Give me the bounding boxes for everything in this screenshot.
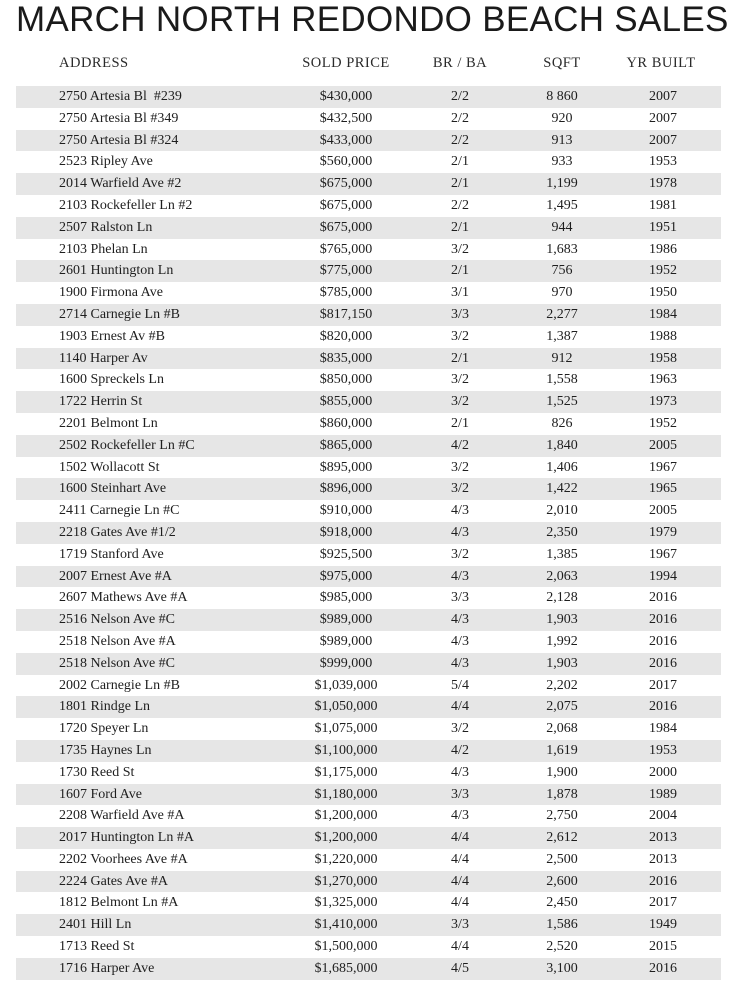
header-br-ba: BR / BA bbox=[432, 55, 488, 71]
address-cell: 2502 Rockefeller Ln #C bbox=[59, 437, 195, 453]
sqft-cell: 1,385 bbox=[546, 546, 578, 562]
table-row bbox=[16, 740, 721, 762]
sqft-cell: 2,520 bbox=[546, 939, 578, 955]
br-ba-cell: 4/5 bbox=[451, 960, 469, 976]
yr-built-cell: 1967 bbox=[649, 546, 677, 562]
sqft-cell: 2,500 bbox=[546, 851, 578, 867]
br-ba-cell: 4/3 bbox=[451, 503, 469, 519]
yr-built-cell: 1979 bbox=[649, 524, 677, 540]
address-cell: 2518 Nelson Ave #C bbox=[59, 655, 176, 671]
sold-price-cell: $999,000 bbox=[319, 655, 373, 671]
table-row bbox=[16, 435, 721, 457]
br-ba-cell: 4/2 bbox=[451, 742, 469, 758]
yr-built-cell: 2017 bbox=[649, 895, 677, 911]
br-ba-cell: 3/2 bbox=[451, 328, 469, 344]
table-row bbox=[16, 151, 721, 173]
address-cell: 2507 Ralston Ln bbox=[59, 219, 153, 235]
table-row bbox=[16, 805, 721, 827]
br-ba-cell: 2/1 bbox=[451, 350, 469, 366]
sold-price-cell: $1,175,000 bbox=[314, 764, 378, 780]
sqft-cell: 2,450 bbox=[546, 895, 578, 911]
table-row bbox=[16, 478, 721, 500]
br-ba-cell: 3/2 bbox=[451, 394, 469, 410]
sold-price-cell: $910,000 bbox=[319, 503, 373, 519]
sqft-cell: 2,202 bbox=[546, 677, 578, 693]
sqft-cell: 1,422 bbox=[546, 481, 578, 497]
sqft-cell: 1,840 bbox=[546, 437, 578, 453]
address-cell: 1801 Rindge Ln bbox=[59, 699, 150, 715]
sold-price-cell: $1,100,000 bbox=[314, 742, 378, 758]
sqft-cell: 1,903 bbox=[546, 655, 578, 671]
address-cell: 2516 Nelson Ave #C bbox=[59, 612, 176, 628]
table-row bbox=[16, 827, 721, 849]
br-ba-cell: 3/2 bbox=[451, 721, 469, 737]
sqft-cell: 913 bbox=[551, 132, 573, 148]
br-ba-cell: 4/4 bbox=[451, 830, 469, 846]
table-header bbox=[16, 52, 721, 76]
yr-built-cell: 1953 bbox=[649, 154, 677, 170]
br-ba-cell: 4/3 bbox=[451, 633, 469, 649]
address-cell: 2007 Ernest Ave #A bbox=[59, 568, 172, 584]
yr-built-cell: 1949 bbox=[649, 917, 677, 933]
yr-built-cell: 2016 bbox=[649, 612, 677, 628]
address-cell: 2401 Hill Ln bbox=[59, 917, 132, 933]
br-ba-cell: 4/4 bbox=[451, 699, 469, 715]
br-ba-cell: 4/4 bbox=[451, 873, 469, 889]
yr-built-cell: 2007 bbox=[649, 110, 677, 126]
address-cell: 2750 Artesia Bl #349 bbox=[59, 110, 179, 126]
yr-built-cell: 2013 bbox=[649, 830, 677, 846]
table-row bbox=[16, 457, 721, 479]
address-cell: 1502 Wollacott St bbox=[59, 459, 160, 475]
address-cell: 2202 Voorhees Ave #A bbox=[59, 851, 188, 867]
sold-price-cell: $865,000 bbox=[319, 437, 373, 453]
br-ba-cell: 5/4 bbox=[451, 677, 469, 693]
yr-built-cell: 2016 bbox=[649, 699, 677, 715]
address-cell: 1716 Harper Ave bbox=[59, 960, 155, 976]
yr-built-cell: 1984 bbox=[649, 721, 677, 737]
yr-built-cell: 1989 bbox=[649, 786, 677, 802]
sold-price-cell: $432,500 bbox=[319, 110, 373, 126]
table-row bbox=[16, 500, 721, 522]
sold-price-cell: $433,000 bbox=[319, 132, 373, 148]
sqft-cell: 2,750 bbox=[546, 808, 578, 824]
br-ba-cell: 2/2 bbox=[451, 197, 469, 213]
sold-price-cell: $896,000 bbox=[319, 481, 373, 497]
sqft-cell: 1,903 bbox=[546, 612, 578, 628]
yr-built-cell: 2016 bbox=[649, 655, 677, 671]
br-ba-cell: 2/1 bbox=[451, 219, 469, 235]
br-ba-cell: 2/2 bbox=[451, 110, 469, 126]
sold-price-cell: $1,039,000 bbox=[314, 677, 378, 693]
sqft-cell: 1,558 bbox=[546, 372, 578, 388]
br-ba-cell: 3/2 bbox=[451, 241, 469, 257]
address-cell: 2218 Gates Ave #1/2 bbox=[59, 524, 176, 540]
sold-price-cell: $985,000 bbox=[319, 590, 373, 606]
sold-price-cell: $1,410,000 bbox=[314, 917, 378, 933]
table-row bbox=[16, 718, 721, 740]
sqft-cell: 920 bbox=[551, 110, 573, 126]
sold-price-cell: $785,000 bbox=[319, 285, 373, 301]
sqft-cell: 2,600 bbox=[546, 873, 578, 889]
page-title: MARCH NORTH REDONDO BEACH SALES bbox=[16, 0, 729, 39]
br-ba-cell: 2/1 bbox=[451, 176, 469, 192]
br-ba-cell: 2/2 bbox=[451, 89, 469, 104]
yr-built-cell: 1965 bbox=[649, 481, 677, 497]
sold-price-cell: $675,000 bbox=[319, 197, 373, 213]
sqft-cell: 2,277 bbox=[546, 306, 578, 322]
br-ba-cell: 3/3 bbox=[451, 786, 469, 802]
sqft-cell: 1,619 bbox=[546, 742, 578, 758]
address-cell: 2014 Warfield Ave #2 bbox=[59, 176, 182, 192]
header-address: ADDRESS bbox=[59, 55, 129, 71]
br-ba-cell: 3/1 bbox=[451, 285, 469, 301]
yr-built-cell: 2016 bbox=[649, 873, 677, 889]
br-ba-cell: 2/1 bbox=[451, 154, 469, 170]
sold-price-cell: $765,000 bbox=[319, 241, 373, 257]
sqft-cell: 1,406 bbox=[546, 459, 578, 475]
table-row bbox=[16, 609, 721, 631]
yr-built-cell: 2007 bbox=[649, 132, 677, 148]
yr-built-cell: 2013 bbox=[649, 851, 677, 867]
br-ba-cell: 4/4 bbox=[451, 851, 469, 867]
address-cell: 1900 Firmona Ave bbox=[59, 285, 163, 301]
yr-built-cell: 2015 bbox=[649, 939, 677, 955]
sold-price-cell: $1,270,000 bbox=[314, 873, 378, 889]
table-row bbox=[16, 173, 721, 195]
address-cell: 2017 Huntington Ln #A bbox=[59, 830, 194, 846]
table-row bbox=[16, 696, 721, 718]
br-ba-cell: 2/1 bbox=[451, 415, 469, 431]
yr-built-cell: 2000 bbox=[649, 764, 677, 780]
address-cell: 1140 Harper Av bbox=[59, 350, 148, 366]
table-row bbox=[16, 304, 721, 326]
br-ba-cell: 4/3 bbox=[451, 764, 469, 780]
address-cell: 2103 Phelan Ln bbox=[59, 241, 148, 257]
address-cell: 2208 Warfield Ave #A bbox=[59, 808, 185, 824]
br-ba-cell: 4/3 bbox=[451, 612, 469, 628]
sold-price-cell: $989,000 bbox=[319, 633, 373, 649]
table-row bbox=[16, 108, 721, 130]
sqft-cell: 2,068 bbox=[546, 721, 578, 737]
address-cell: 2750 Artesia Bl #239 bbox=[59, 89, 182, 104]
sqft-cell: 8 860 bbox=[546, 89, 578, 104]
yr-built-cell: 1963 bbox=[649, 372, 677, 388]
table-row bbox=[16, 631, 721, 653]
sold-price-cell: $1,325,000 bbox=[314, 895, 378, 911]
yr-built-cell: 1967 bbox=[649, 459, 677, 475]
yr-built-cell: 1950 bbox=[649, 285, 677, 301]
sold-price-cell: $1,685,000 bbox=[314, 960, 378, 976]
table-row bbox=[16, 260, 721, 282]
sold-price-cell: $1,050,000 bbox=[314, 699, 378, 715]
br-ba-cell: 4/3 bbox=[451, 808, 469, 824]
yr-built-cell: 1953 bbox=[649, 742, 677, 758]
table-row bbox=[16, 522, 721, 544]
yr-built-cell: 2005 bbox=[649, 503, 677, 519]
sold-price-cell: $675,000 bbox=[319, 176, 373, 192]
yr-built-cell: 1951 bbox=[649, 219, 677, 235]
address-cell: 1812 Belmont Ln #A bbox=[59, 895, 179, 911]
address-cell: 2523 Ripley Ave bbox=[59, 154, 153, 170]
br-ba-cell: 2/2 bbox=[451, 132, 469, 148]
address-cell: 1719 Stanford Ave bbox=[59, 546, 164, 562]
yr-built-cell: 1958 bbox=[649, 350, 677, 366]
table-row bbox=[16, 892, 721, 914]
header-sold-price: SOLD PRICE bbox=[302, 55, 390, 71]
address-cell: 1607 Ford Ave bbox=[59, 786, 142, 802]
yr-built-cell: 2004 bbox=[649, 808, 677, 824]
sqft-cell: 1,495 bbox=[546, 197, 578, 213]
sqft-cell: 2,075 bbox=[546, 699, 578, 715]
sold-price-cell: $895,000 bbox=[319, 459, 373, 475]
br-ba-cell: 3/2 bbox=[451, 481, 469, 497]
br-ba-cell: 3/3 bbox=[451, 306, 469, 322]
table-row bbox=[16, 391, 721, 413]
sold-price-cell: $820,000 bbox=[319, 328, 373, 344]
table-row bbox=[16, 849, 721, 871]
table-row bbox=[16, 239, 721, 261]
sqft-cell: 933 bbox=[551, 154, 573, 170]
address-cell: 2518 Nelson Ave #A bbox=[59, 633, 176, 649]
table-row bbox=[16, 369, 721, 391]
sold-price-cell: $918,000 bbox=[319, 524, 373, 540]
yr-built-cell: 2016 bbox=[649, 590, 677, 606]
sqft-cell: 3,100 bbox=[546, 960, 578, 976]
br-ba-cell: 2/1 bbox=[451, 263, 469, 279]
sqft-cell: 2,350 bbox=[546, 524, 578, 540]
address-cell: 1730 Reed St bbox=[59, 764, 135, 780]
yr-built-cell: 2007 bbox=[649, 89, 677, 104]
sqft-cell: 912 bbox=[551, 350, 573, 366]
table-row bbox=[16, 566, 721, 588]
sqft-cell: 1,992 bbox=[546, 633, 578, 649]
table-row bbox=[16, 762, 721, 784]
yr-built-cell: 1978 bbox=[649, 176, 677, 192]
sold-price-cell: $1,200,000 bbox=[314, 808, 378, 824]
br-ba-cell: 4/4 bbox=[451, 939, 469, 955]
sold-price-cell: $1,075,000 bbox=[314, 721, 378, 737]
address-cell: 1600 Spreckels Ln bbox=[59, 372, 164, 388]
table-row bbox=[16, 871, 721, 893]
table-row bbox=[16, 348, 721, 370]
sqft-cell: 1,586 bbox=[546, 917, 578, 933]
sqft-cell: 970 bbox=[551, 285, 573, 301]
sqft-cell: 1,199 bbox=[546, 176, 578, 192]
sold-price-cell: $850,000 bbox=[319, 372, 373, 388]
yr-built-cell: 1988 bbox=[649, 328, 677, 344]
yr-built-cell: 1973 bbox=[649, 394, 677, 410]
address-cell: 1903 Ernest Av #B bbox=[59, 328, 165, 344]
sqft-cell: 1,878 bbox=[546, 786, 578, 802]
address-cell: 2750 Artesia Bl #324 bbox=[59, 132, 179, 148]
br-ba-cell: 4/4 bbox=[451, 895, 469, 911]
sqft-cell: 944 bbox=[551, 219, 573, 235]
sold-price-cell: $1,180,000 bbox=[314, 786, 378, 802]
yr-built-cell: 1984 bbox=[649, 306, 677, 322]
sold-price-cell: $989,000 bbox=[319, 612, 373, 628]
sqft-cell: 2,128 bbox=[546, 590, 578, 606]
yr-built-cell: 2016 bbox=[649, 960, 677, 976]
address-cell: 1720 Speyer Ln bbox=[59, 721, 149, 737]
table-row bbox=[16, 326, 721, 348]
br-ba-cell: 4/3 bbox=[451, 655, 469, 671]
header-yr-built: YR BUILT bbox=[626, 55, 696, 71]
sold-price-cell: $675,000 bbox=[319, 219, 373, 235]
sqft-cell: 1,900 bbox=[546, 764, 578, 780]
address-cell: 2607 Mathews Ave #A bbox=[59, 590, 188, 606]
address-cell: 1735 Haynes Ln bbox=[59, 742, 152, 758]
yr-built-cell: 1986 bbox=[649, 241, 677, 257]
address-cell: 2714 Carnegie Ln #B bbox=[59, 306, 180, 322]
table-row bbox=[16, 282, 721, 304]
yr-built-cell: 1952 bbox=[649, 263, 677, 279]
address-cell: 1722 Herrin St bbox=[59, 394, 143, 410]
sales-table bbox=[16, 86, 721, 980]
table-row bbox=[16, 544, 721, 566]
table-row bbox=[16, 217, 721, 239]
br-ba-cell: 4/3 bbox=[451, 524, 469, 540]
table-row bbox=[16, 653, 721, 675]
table-row bbox=[16, 936, 721, 958]
yr-built-cell: 2005 bbox=[649, 437, 677, 453]
table-row bbox=[16, 958, 721, 980]
sold-price-cell: $1,200,000 bbox=[314, 830, 378, 846]
sold-price-cell: $775,000 bbox=[319, 263, 373, 279]
table-row bbox=[16, 195, 721, 217]
sold-price-cell: $1,220,000 bbox=[314, 851, 378, 867]
yr-built-cell: 1994 bbox=[649, 568, 677, 584]
sqft-cell: 1,683 bbox=[546, 241, 578, 257]
sqft-cell: 2,010 bbox=[546, 503, 578, 519]
address-cell: 2201 Belmont Ln bbox=[59, 415, 158, 431]
sold-price-cell: $975,000 bbox=[319, 568, 373, 584]
sold-price-cell: $560,000 bbox=[319, 154, 373, 170]
yr-built-cell: 1981 bbox=[649, 197, 677, 213]
table-row bbox=[16, 130, 721, 152]
sold-price-cell: $925,500 bbox=[319, 546, 373, 562]
yr-built-cell: 2017 bbox=[649, 677, 677, 693]
address-cell: 2411 Carnegie Ln #C bbox=[59, 503, 180, 519]
yr-built-cell: 2016 bbox=[649, 633, 677, 649]
table-row bbox=[16, 914, 721, 936]
sqft-cell: 826 bbox=[551, 415, 573, 431]
sold-price-cell: $430,000 bbox=[319, 89, 373, 104]
br-ba-cell: 3/3 bbox=[451, 590, 469, 606]
sqft-cell: 2,612 bbox=[546, 830, 578, 846]
address-cell: 2224 Gates Ave #A bbox=[59, 873, 168, 889]
br-ba-cell: 4/3 bbox=[451, 568, 469, 584]
br-ba-cell: 3/2 bbox=[451, 546, 469, 562]
table-row bbox=[16, 675, 721, 697]
sold-price-cell: $835,000 bbox=[319, 350, 373, 366]
sqft-cell: 1,525 bbox=[546, 394, 578, 410]
table-row bbox=[16, 587, 721, 609]
yr-built-cell: 1952 bbox=[649, 415, 677, 431]
sold-price-cell: $817,150 bbox=[319, 306, 373, 322]
address-cell: 2103 Rockefeller Ln #2 bbox=[59, 197, 193, 213]
table-row bbox=[16, 86, 721, 108]
table-row bbox=[16, 784, 721, 806]
br-ba-cell: 3/3 bbox=[451, 917, 469, 933]
br-ba-cell: 4/2 bbox=[451, 437, 469, 453]
br-ba-cell: 3/2 bbox=[451, 372, 469, 388]
address-cell: 2002 Carnegie Ln #B bbox=[59, 677, 180, 693]
table-row bbox=[16, 413, 721, 435]
address-cell: 2601 Huntington Ln bbox=[59, 263, 174, 279]
address-cell: 1600 Steinhart Ave bbox=[59, 481, 167, 497]
sold-price-cell: $855,000 bbox=[319, 394, 373, 410]
header-sqft: SQFT bbox=[543, 55, 581, 71]
address-cell: 1713 Reed St bbox=[59, 939, 135, 955]
br-ba-cell: 3/2 bbox=[451, 459, 469, 475]
sqft-cell: 2,063 bbox=[546, 568, 578, 584]
sqft-cell: 756 bbox=[551, 263, 573, 279]
sqft-cell: 1,387 bbox=[546, 328, 578, 344]
sold-price-cell: $860,000 bbox=[319, 415, 373, 431]
sold-price-cell: $1,500,000 bbox=[314, 939, 378, 955]
